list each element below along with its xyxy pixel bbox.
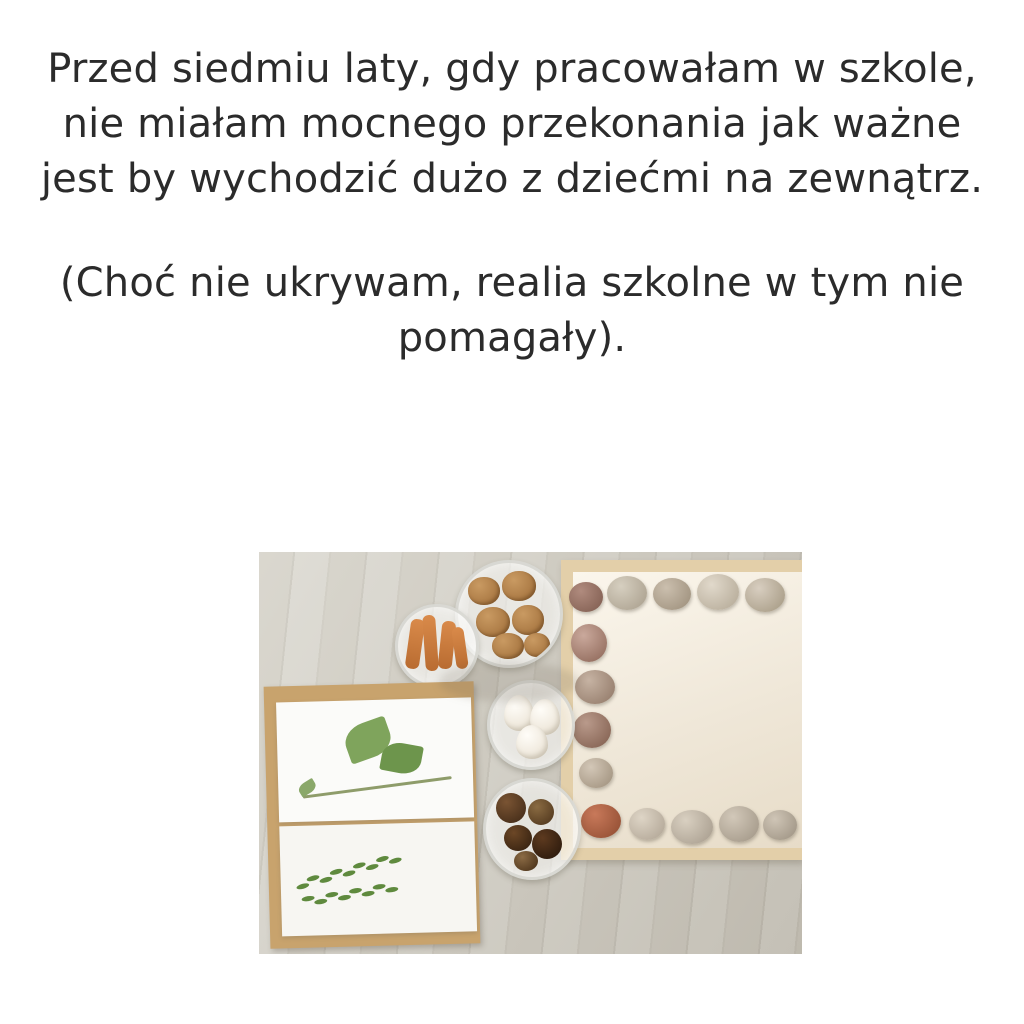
stone	[653, 578, 691, 610]
stone	[607, 576, 647, 610]
photo-shadow	[439, 662, 579, 702]
stone	[579, 758, 613, 788]
wooden-tray-with-stones	[561, 560, 802, 860]
stone	[569, 582, 603, 612]
stone	[763, 810, 797, 840]
pine-cone	[496, 793, 526, 823]
carrot	[451, 626, 469, 669]
branch	[303, 776, 452, 799]
stone	[629, 808, 665, 840]
napkin-upper	[276, 697, 474, 822]
stone	[581, 804, 621, 838]
jar-of-pine-cones	[483, 778, 581, 880]
stone	[697, 574, 739, 610]
egg	[516, 725, 548, 759]
walnut	[512, 605, 544, 635]
stone	[671, 810, 713, 844]
photo-canvas	[259, 552, 802, 954]
walnut	[468, 577, 500, 605]
napkin-lower	[279, 821, 477, 936]
acorn	[514, 851, 538, 871]
nature-materials-photo	[259, 552, 802, 954]
stone	[745, 578, 785, 612]
carrot	[422, 615, 439, 672]
acorn	[532, 829, 562, 859]
walnut	[502, 571, 536, 601]
quote-paragraph-1: Przed siedmiu laty, gdy pracowałam w szkole, nie miałam mocnego przekonania jak ważne jest by wychodzić dużo z dziećmi na zewnątrz.	[40, 46, 984, 203]
stone	[719, 806, 759, 842]
paper-stack-with-napkins	[264, 681, 481, 948]
stone	[575, 670, 615, 704]
pine-cone	[528, 799, 554, 825]
pine-cone	[504, 825, 532, 851]
stone	[571, 624, 607, 662]
walnut	[524, 633, 550, 657]
quote-paragraph-2: (Choć nie ukrywam, realia szkolne w tym nie pomagały).	[59, 259, 965, 361]
stone	[573, 712, 611, 748]
quote-block	[32, 42, 992, 366]
walnut	[492, 633, 524, 659]
